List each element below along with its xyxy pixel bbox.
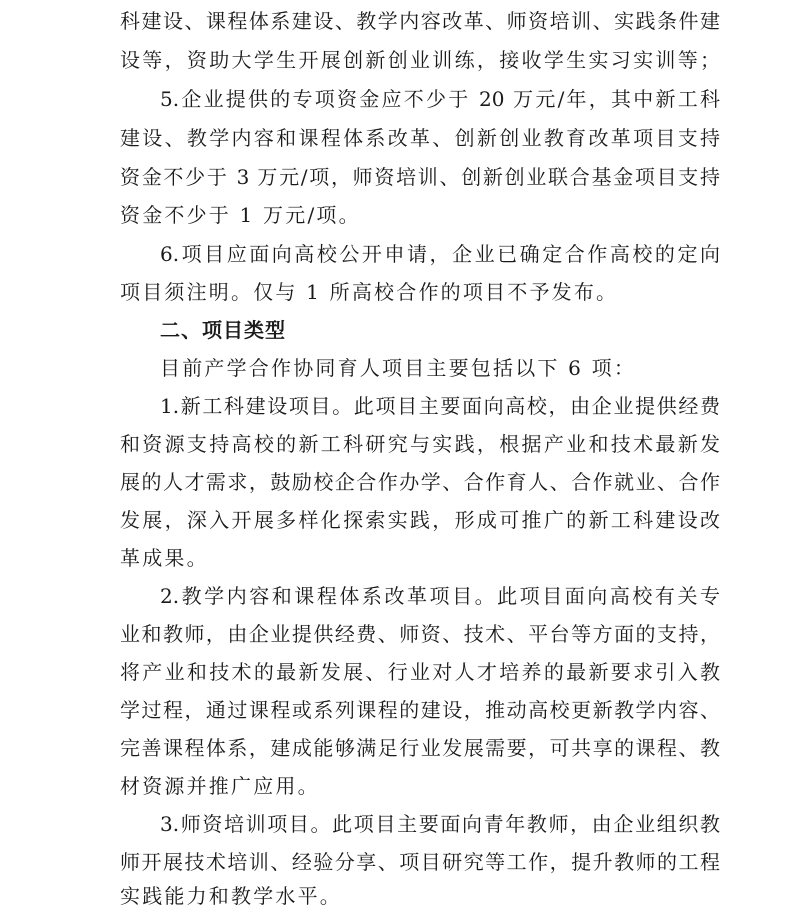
paragraph-line: 目前产学合作协同育人项目主要包括以下 6 项： (160, 356, 637, 380)
paragraph-line: 完善课程体系，建成能够满足行业发展需要，可共享的课程、教 (120, 736, 720, 760)
paragraph-line: 设等，资助大学生开展创新创业训练，接收学生实习实训等； (120, 48, 720, 72)
paragraph-line: 实践能力和教学水平。 (120, 884, 342, 908)
paragraph-line: 项目须注明。仅与 1 所高校合作的项目不予发布。 (120, 280, 619, 304)
paragraph-line: 业和教师，由企业提供经费、师资、技术、平台等方面的支持， (120, 622, 720, 646)
paragraph-line: 科建设、课程体系建设、教学内容改革、师资培训、实践条件建 (120, 9, 720, 33)
paragraph-line: 将产业和技术的最新发展、行业对人才培养的最新要求引入教 (120, 660, 720, 684)
paragraph-line: 革成果。 (120, 546, 209, 570)
paragraph-line: 1.新工科建设项目。此项目主要面向高校，由企业提供经费 (160, 394, 720, 418)
paragraph-line: 材资源并推广应用。 (120, 774, 320, 798)
paragraph-line: 展的人才需求，鼓励校企合作办学、合作育人、合作就业、合作 (120, 470, 720, 494)
paragraph-line: 发展，深入开展多样化探索实践，形成可推广的新工科建设改 (120, 508, 720, 532)
paragraph-line: 2.教学内容和课程体系改革项目。此项目面向高校有关专 (160, 584, 720, 608)
paragraph-line: 资金不少于 3 万元/项，师资培训、创新创业联合基金项目支持 (120, 165, 720, 189)
paragraph-line: 和资源支持高校的新工科研究与实践，根据产业和技术最新发 (120, 432, 720, 456)
paragraph-line: 5.企业提供的专项资金应不少于 20 万元/年，其中新工科 (160, 87, 720, 111)
paragraph-line: 建设、教学内容和课程体系改革、创新创业教育改革项目支持 (120, 126, 720, 150)
section-heading: 二、项目类型 (160, 318, 286, 342)
paragraph-line: 3.师资培训项目。此项目主要面向青年教师，由企业组织教 (160, 812, 720, 836)
paragraph-line: 资金不少于 1 万元/项。 (120, 203, 361, 227)
paragraph-line: 学过程，通过课程或系列课程的建设，推动高校更新教学内容、 (120, 698, 720, 722)
paragraph-line: 师开展技术培训、经验分享、项目研究等工作，提升教师的工程 (120, 850, 720, 874)
paragraph-line: 6.项目应面向高校公开申请，企业已确定合作高校的定向 (160, 242, 720, 266)
